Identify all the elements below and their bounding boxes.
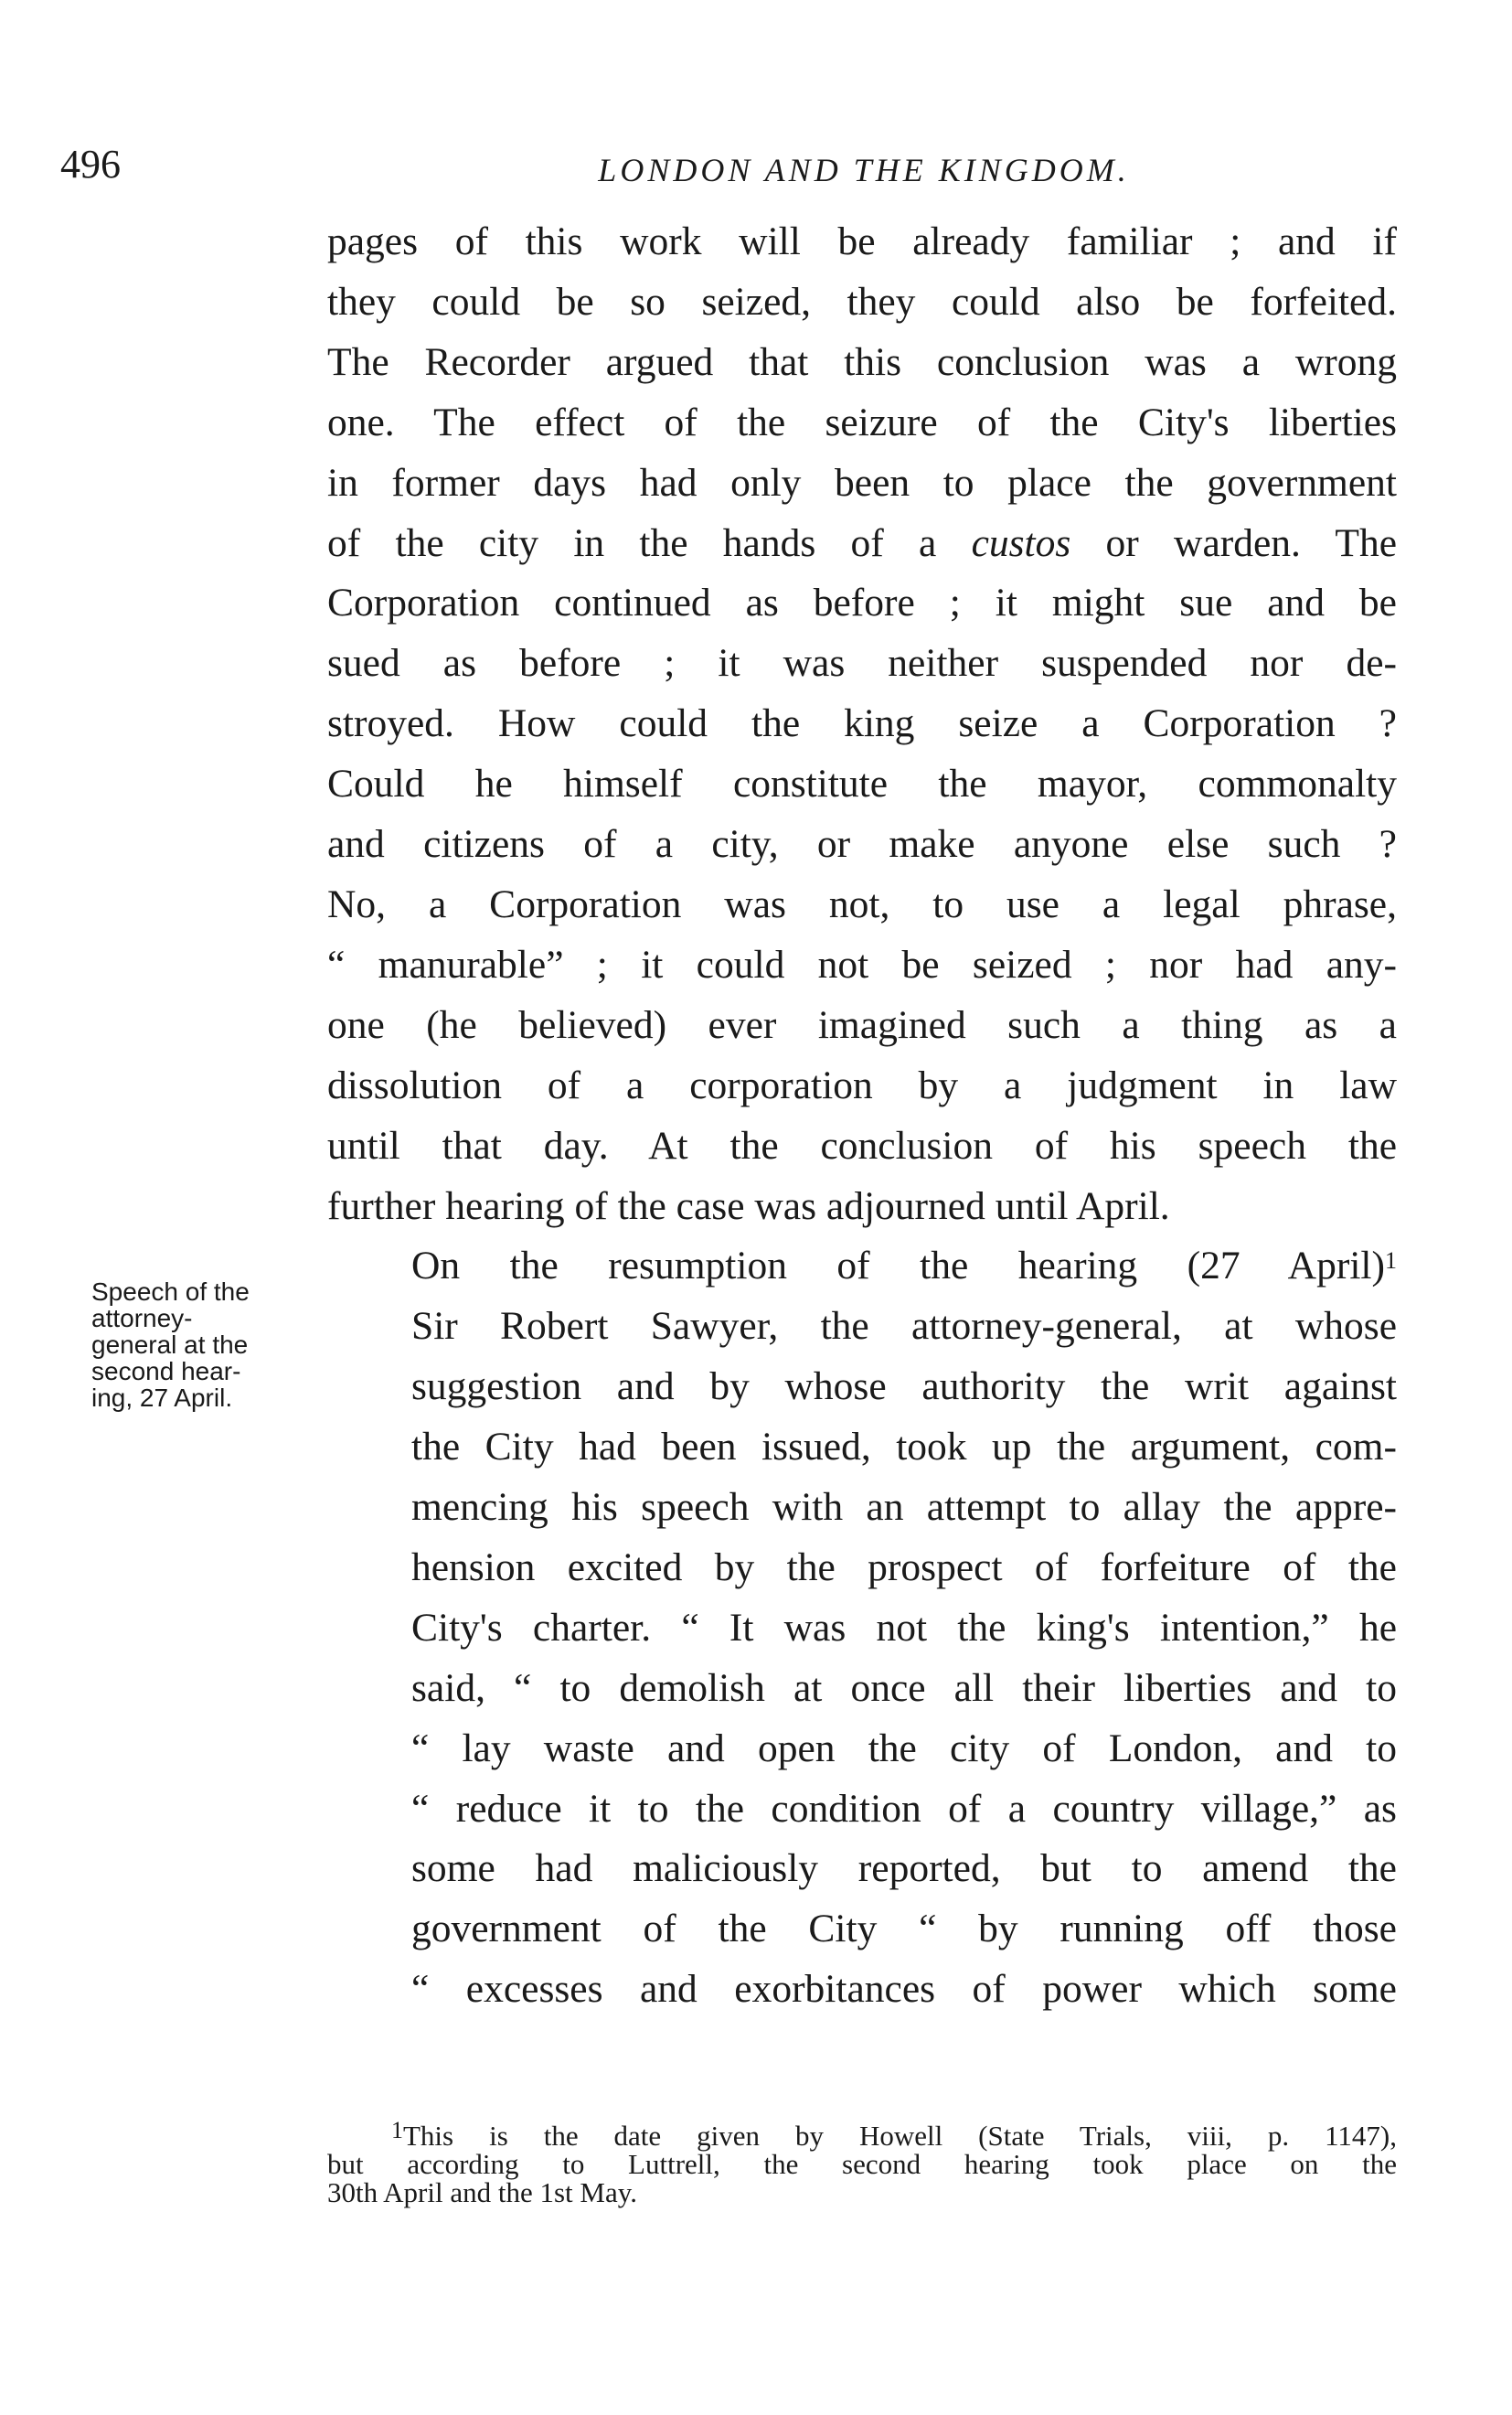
page-number: 496 <box>60 142 121 187</box>
italic-term: custos <box>971 520 1071 565</box>
main-text <box>327 212 1397 2020</box>
text-line: hension excited by the prospect of forfeiture of the <box>411 1544 1397 1589</box>
text-line: “ manurable” ; it could not be seized ; nor had any- <box>327 942 1397 987</box>
text-line: “ excesses and exorbitances of power which some <box>411 1967 1397 2012</box>
text-line: said, “ to demolish at once all their liberties and to <box>411 1665 1397 1710</box>
text-line: City's charter. “ It was not the king's intention,” he <box>411 1605 1397 1650</box>
text-line: one (he believed) ever imagined such a thing as a <box>327 1002 1397 1047</box>
text-line: mencing his speech with an attempt to allay the appre- <box>411 1485 1397 1530</box>
text-line: pages of this work will be already familiar ; and if <box>327 219 1397 263</box>
footnote-line: 30th April and the 1st May. <box>327 2176 637 2208</box>
text-line: “ reduce it to the condition of a country village,” as <box>411 1786 1397 1831</box>
margin-note-line: attorney- <box>91 1304 193 1332</box>
text-line: sued as before ; it was neither suspended nor de- <box>327 641 1397 686</box>
text-line: Sir Robert Sawyer, the attorney-general, at whose <box>411 1304 1397 1349</box>
text-line: they could be so seized, they could also be forfeited. <box>327 279 1397 324</box>
text-line: stroyed. How could the king seize a Corporation ? <box>327 701 1397 746</box>
text-line: further hearing of the case was adjourned until April. <box>327 1183 1170 1228</box>
paragraph-2 <box>327 1236 1397 2020</box>
margin-note-line: general at the <box>91 1330 249 1359</box>
text-segment: or warden. The <box>1070 520 1398 565</box>
footnote-marker: 1 <box>391 2117 403 2143</box>
text-line: some had maliciously reported, but to amend the <box>411 1846 1397 1891</box>
text-line: government of the City “ by running off those <box>411 1907 1397 1951</box>
footnote <box>327 2117 1397 2208</box>
text-line: Corporation continued as before ; it might sue and be <box>327 581 1397 625</box>
text-segment: On the resumption of the hearing (27 April) <box>411 1244 1385 1288</box>
footnote-line: but according to Luttrell, the second hearing took place on the <box>327 2148 1397 2180</box>
text-line: the City had been issued, took up the argument, com- <box>411 1425 1397 1469</box>
paragraph-1 <box>327 212 1397 1236</box>
footnote-line <box>327 2117 1397 2152</box>
text-line: dissolution of a corporation by a judgment in law <box>327 1063 1397 1107</box>
text-line: until that day. At the conclusion of his speech the <box>327 1123 1397 1168</box>
text-segment: of the city in the hands of a <box>327 520 937 565</box>
margin-note-line: second hear- <box>91 1357 241 1385</box>
margin-note-line: Speech of the <box>91 1277 250 1306</box>
text-segment: This is the date given by Howell (State Trials, viii, p. 1147), <box>403 2120 1397 2152</box>
text-line: No, a Corporation was not, to use a legal phrase, <box>327 882 1397 926</box>
footnote-reference: 1 <box>1385 1247 1397 1275</box>
text-line: and citizens of a city, or make anyone else such ? <box>327 822 1397 867</box>
running-title: LONDON AND THE KINGDOM. <box>598 152 1130 188</box>
margin-note-line: ing, 27 April. <box>91 1384 233 1412</box>
text-line <box>327 1236 1397 1297</box>
text-line: one. The effect of the seizure of the City's liberties <box>327 400 1397 444</box>
text-line: The Recorder argued that this conclusion was a wrong <box>327 339 1397 384</box>
text-line <box>327 514 1397 574</box>
text-line: suggestion and by whose authority the writ against <box>411 1364 1397 1409</box>
text-line: “ lay waste and open the city of London, and to <box>411 1726 1397 1770</box>
text-line: Could he himself constitute the mayor, commonalty <box>327 762 1397 807</box>
text-line: in former days had only been to place the government <box>327 460 1397 505</box>
margin-note <box>91 1278 311 1411</box>
